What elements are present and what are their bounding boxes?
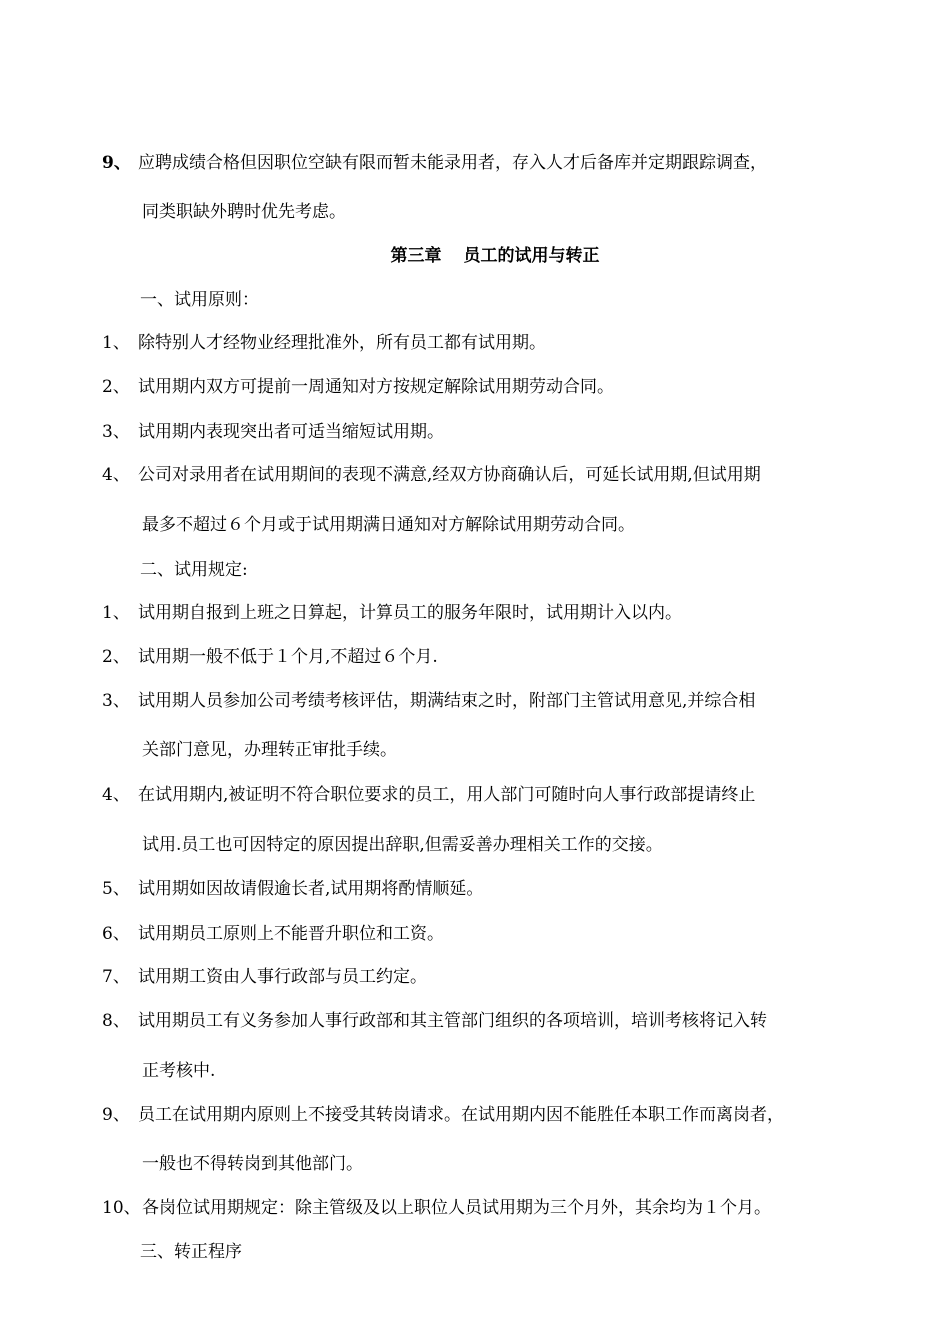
item-text: 试用期员工有义务参加人事行政部和其主管部门组织的各项培训，培训考核将记入转 [138, 1011, 767, 1031]
item-text: 公司对录用者在试用期间的表现不满意,经双方协商确认后，可延长试用期,但试用期 [138, 465, 761, 485]
item-number: 10、 [102, 1198, 141, 1218]
item-text: 在试用期内,被证明不符合职位要求的员工，用人部门可随时向人事行政部提请终止 [138, 785, 756, 805]
item-text: 应聘成绩合格但因职位空缺有限而暂未能录用者，存入人才后备库并定期跟踪调查， [138, 153, 767, 173]
chapter-number: 第三章 [390, 246, 442, 266]
item-number: 2、 [102, 647, 130, 667]
item-text: 试用期员工原则上不能晋升职位和工资。 [138, 924, 444, 944]
section-heading-text: 三、转正程序 [140, 1242, 242, 1262]
item-number: 6、 [102, 924, 130, 944]
item-text: 试用期自报到上班之日算起，计算员工的服务年限时，试用期计入以内。 [138, 603, 682, 623]
item-text-continuation: 最多不超过６个月或于试用期满日通知对方解除试用期劳动合同。 [142, 515, 635, 535]
item-text: 试用期人员参加公司考绩考核评估，期满结束之时，附部门主管试用意见,并综合相 [138, 691, 756, 711]
item-number: 3、 [102, 422, 130, 442]
section-heading-text: 一、试用原则： [140, 290, 259, 310]
item-text: 试用期如因故请假逾长者,试用期将酌情顺延。 [138, 879, 484, 899]
item-text-continuation: 试用.员工也可因特定的原因提出辞职,但需妥善办理相关工作的交接。 [142, 835, 663, 855]
item-number: 1、 [102, 603, 130, 623]
item-number: 2、 [102, 377, 130, 397]
item-text: 除特别人才经物业经理批准外，所有员工都有试用期。 [138, 333, 546, 353]
item-text: 员工在试用期内原则上不接受其转岗请求。在试用期内因不能胜任本职工作而离岗者， [138, 1105, 784, 1125]
item-number: 7、 [102, 967, 130, 987]
item-text-continuation: 关部门意见，办理转正审批手续。 [142, 740, 397, 760]
item-text: 试用期内双方可提前一周通知对方按规定解除试用期劳动合同。 [138, 377, 614, 397]
item-text: 试用期一般不低于１个月,不超过６个月. [138, 647, 438, 667]
item-number: 5、 [102, 879, 130, 899]
item-number: 4、 [102, 465, 130, 485]
chapter-heading [0, 244, 950, 268]
item-number: 9、 [102, 153, 131, 173]
item-number: 9、 [102, 1105, 130, 1125]
item-number: 4、 [102, 785, 130, 805]
item-number: 1、 [102, 333, 130, 353]
item-text: 试用期工资由人事行政部与员工约定。 [138, 967, 427, 987]
chapter-title: 员工的试用与转正 [463, 246, 600, 266]
item-text: 试用期内表现突出者可适当缩短试用期。 [138, 422, 444, 442]
item-text-continuation: 一般也不得转岗到其他部门。 [142, 1154, 363, 1174]
item-text-continuation: 同类职缺外聘时优先考虑。 [142, 202, 346, 222]
item-number: 8、 [102, 1011, 130, 1031]
item-text-continuation: 正考核中. [142, 1061, 216, 1081]
item-text: 各岗位试用期规定：除主管级及以上职位人员试用期为三个月外，其余均为１个月。 [142, 1198, 771, 1218]
section-heading-text: 二、试用规定: [140, 560, 248, 580]
item-number: 3、 [102, 691, 130, 711]
